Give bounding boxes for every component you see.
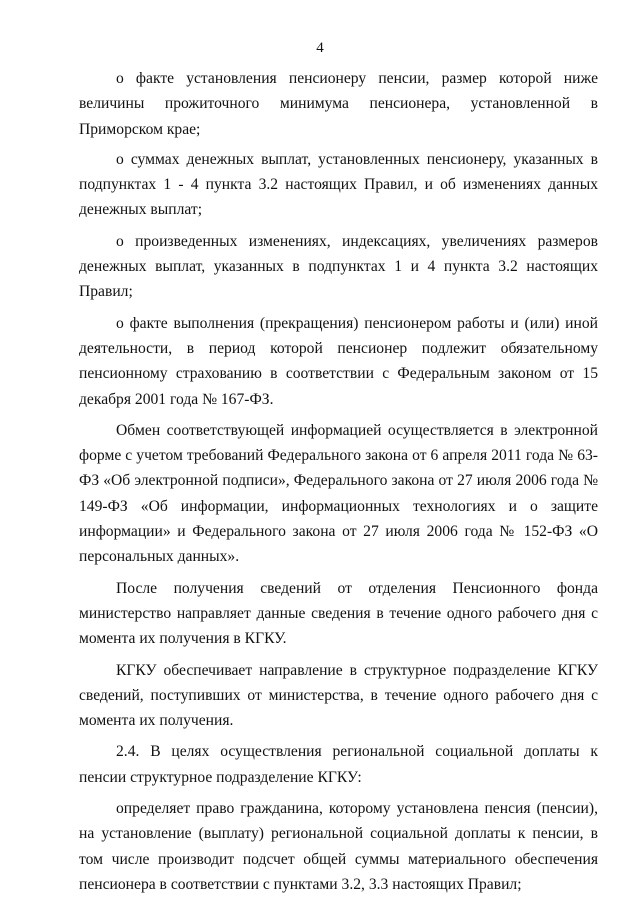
paragraph-electronic-exchange: Обмен соответствующей информацией осуществляется в электронной форме с учетом требований Федерального закона от 6 апреля 2011 года № 63-ФЗ «Об электронной подписи», Федерального закона от 27 июля 2006 года № 149-ФЗ «Об информации, информационных технологиях и о защите информации» и Федерального закона от 27 июля 2006 года № 152-ФЗ «О персональных данных».: [79, 421, 598, 566]
document-body: [79, 66, 598, 903]
paragraph-payment-amounts: о суммах денежных выплат, установленных пенсионеру, указанных в подпунктах 1 - 4 пункта 3.2 настоящих Правил, и об изменениях данных денежных выплат;: [79, 150, 598, 219]
paragraph-eligibility: определяет право гражданина, которому установлена пенсия (пенсии), на установление (выплату) региональной социальной доплаты к пенсии, в том числе производит подсчет общей суммы материального обеспечения пенсионера в соответствии с пунктами 3.2, 3.3 настоящих Правил;: [79, 800, 598, 893]
page-number: 4: [316, 40, 324, 56]
paragraph-employment-fact: о факте выполнения (прекращения) пенсионером работы и (или) иной деятельности, в период которой пенсионер подлежит обязательному пенсионному страхованию в соответствии с Федеральным законом от 15 декабря 2001 года № 167-ФЗ.: [79, 314, 598, 408]
paragraph-indexations: о произведенных изменениях, индексациях, увеличениях размеров денежных выплат, указанных в подпунктах 1 и 4 пункта 3.2 настоящих Правил;: [79, 232, 598, 301]
paragraph-ministry-forwarding: После получения сведений от отделения Пенсионного фонда министерство направляет данные сведения в течение одного рабочего дня с момента их получения в КГКУ.: [79, 579, 598, 648]
paragraph-kgku-forwarding: КГКУ обеспечивает направление в структурное подразделение КГКУ сведений, поступивших от министерства, в течение одного рабочего дня с момента их получения.: [79, 661, 598, 730]
paragraph-section-2-4: 2.4. В целях осуществления региональной социальной доплаты к пенсии структурное подразделение КГКУ:: [79, 743, 598, 786]
paragraph-subsistence-minimum: о факте установления пенсионеру пенсии, размер которой ниже величины прожиточного минимума пенсионера, установленной в Приморском крае;: [79, 70, 598, 138]
